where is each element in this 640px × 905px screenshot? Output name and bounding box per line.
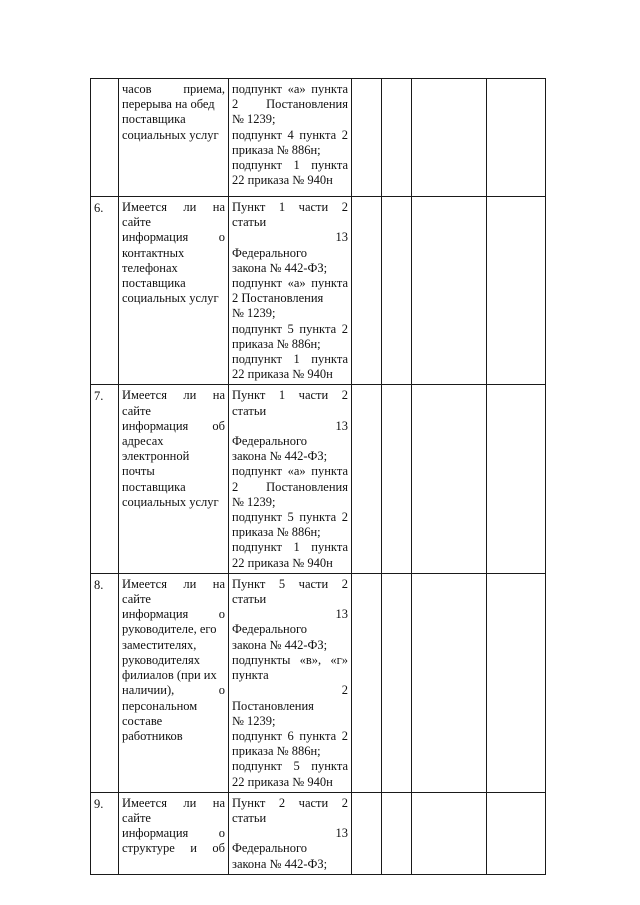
question-text-line: сайте <box>122 810 151 825</box>
question-text-line: информация о <box>122 230 225 245</box>
question-text-line: информация о <box>122 607 225 622</box>
question-text-line: заместителях, <box>122 637 197 652</box>
question-text-line: часов приема, <box>122 82 225 96</box>
question-text-line: поставщика <box>122 276 186 291</box>
question-text-line: руководителе, его <box>122 622 217 637</box>
checklist-table <box>90 78 546 875</box>
legal-reference-line: Пункт 1 части 2 <box>232 200 348 214</box>
legal-reference-line: статьи <box>232 403 267 418</box>
question-text-line: адресах <box>122 434 164 449</box>
table-row <box>91 792 546 874</box>
empty-answer-cell <box>412 385 487 573</box>
row-number-cell <box>91 79 119 197</box>
legal-reference-line: подпункт 6 пункта 2 <box>232 728 348 743</box>
empty-answer-cell <box>352 79 382 197</box>
legal-reference-line: 13 <box>335 607 348 622</box>
question-text-line: социальных услуг <box>122 494 219 509</box>
empty-answer-cell <box>487 79 546 197</box>
legal-reference-line: закона № 442-ФЗ; <box>232 260 328 275</box>
legal-reference-line: № 1239; <box>232 713 276 728</box>
legal-reference-line: Федерального <box>232 434 308 449</box>
legal-reference-cell <box>229 385 352 573</box>
legal-reference-cell <box>229 79 352 197</box>
question-text-line: перерыва на обед <box>122 97 215 112</box>
question-text-line: составе <box>122 713 163 728</box>
legal-reference-line: Федерального <box>232 622 308 637</box>
row-number: 7. <box>94 389 104 404</box>
legal-reference-line: приказа № 886н; <box>232 744 321 759</box>
question-cell <box>119 197 229 385</box>
question-text-line: поставщика <box>122 479 186 494</box>
legal-reference-line: 2 Постановления <box>232 291 324 306</box>
empty-answer-cell <box>487 792 546 874</box>
legal-reference-line: 13 <box>335 230 348 245</box>
legal-reference-line: закона № 442-ФЗ; <box>232 637 328 652</box>
question-text-line: информация о <box>122 826 225 841</box>
empty-answer-cell <box>382 792 412 874</box>
question-text-line: персональном <box>122 698 198 713</box>
legal-reference-line: 2 Постановления <box>232 479 348 494</box>
question-cell <box>119 792 229 874</box>
question-text-line: сайте <box>122 215 151 230</box>
legal-reference-line: Пункт 5 части 2 <box>232 576 348 591</box>
table-row <box>91 197 546 385</box>
question-text-line: социальных услуг <box>122 291 219 306</box>
empty-answer-cell <box>487 197 546 385</box>
legal-reference-line: подпункты «в», «г» <box>232 652 348 667</box>
legal-reference-line: 2 Постановления <box>232 97 348 112</box>
empty-answer-cell <box>412 792 487 874</box>
question-text-line: электронной <box>122 449 190 464</box>
empty-answer-cell <box>352 385 382 573</box>
legal-reference-line: 13 <box>335 826 348 841</box>
legal-reference-line: статьи <box>232 810 267 825</box>
empty-answer-cell <box>352 197 382 385</box>
legal-reference-line: подпункт 5 пункта 2 <box>232 321 348 336</box>
legal-reference-line: пункта <box>232 668 269 683</box>
table-body <box>91 79 546 875</box>
question-text-line: Имеется ли на <box>122 576 225 591</box>
legal-reference-line: Федерального <box>232 841 308 856</box>
empty-answer-cell <box>352 792 382 874</box>
question-cell <box>119 385 229 573</box>
question-text-line: информация об <box>122 418 225 433</box>
empty-answer-cell <box>382 573 412 792</box>
row-number-cell <box>91 792 119 874</box>
empty-answer-cell <box>382 79 412 197</box>
legal-reference-line: подпункт 1 пункта <box>232 158 348 173</box>
question-text-line: почты <box>122 464 155 479</box>
empty-answer-cell <box>352 573 382 792</box>
question-text-line: сайте <box>122 403 151 418</box>
legal-reference-line: 22 приказа № 940н <box>232 555 333 570</box>
legal-reference-line: подпункт 5 пункта 2 <box>232 510 348 525</box>
legal-reference-line: приказа № 886н; <box>232 525 321 540</box>
row-number: 9. <box>94 796 104 811</box>
legal-reference-line: статьи <box>232 215 267 230</box>
question-text-line: социальных услуг <box>122 127 219 142</box>
legal-reference-line: закона № 442-ФЗ; <box>232 856 328 871</box>
legal-reference-line: подпункт «а» пункта <box>232 464 348 479</box>
legal-reference-line: статьи <box>232 592 267 607</box>
legal-reference-line: Федерального <box>232 245 308 260</box>
legal-reference-cell <box>229 573 352 792</box>
legal-reference-line: закона № 442-ФЗ; <box>232 449 328 464</box>
row-number-cell <box>91 197 119 385</box>
legal-reference-line: № 1239; <box>232 306 276 321</box>
legal-reference-line: 2 <box>341 683 348 698</box>
legal-reference-line: 22 приказа № 940н <box>232 173 333 188</box>
question-text-line: структуре и об <box>122 841 225 856</box>
legal-reference-line: подпункт 4 пункта 2 <box>232 127 348 142</box>
question-text-line: контактных <box>122 245 185 260</box>
row-number-cell <box>91 573 119 792</box>
empty-answer-cell <box>382 385 412 573</box>
legal-reference-line: 22 приказа № 940н <box>232 774 333 789</box>
question-cell <box>119 573 229 792</box>
legal-reference-line: приказа № 886н; <box>232 142 321 157</box>
question-text-line: телефонах <box>122 260 178 275</box>
legal-reference-line: № 1239; <box>232 494 276 509</box>
question-text-line: наличии), о <box>122 683 225 698</box>
question-text-line: руководителях <box>122 652 201 667</box>
legal-reference-line: подпункт 1 пункта <box>232 540 348 555</box>
table-row <box>91 385 546 573</box>
row-number: 8. <box>94 577 104 592</box>
row-number-cell <box>91 385 119 573</box>
table-row <box>91 79 546 197</box>
empty-answer-cell <box>382 197 412 385</box>
legal-reference-cell <box>229 792 352 874</box>
legal-reference-line: Пункт 2 части 2 <box>232 795 348 810</box>
legal-reference-line: подпункт «а» пункта <box>232 82 348 96</box>
legal-reference-cell <box>229 197 352 385</box>
legal-reference-line: подпункт 5 пункта <box>232 759 348 774</box>
legal-reference-line: подпункт «а» пункта <box>232 276 348 291</box>
empty-answer-cell <box>412 197 487 385</box>
legal-reference-line: № 1239; <box>232 112 276 127</box>
legal-reference-line: Постановления <box>232 698 314 713</box>
legal-reference-line: 22 приказа № 940н <box>232 367 333 382</box>
question-text-line: Имеется ли на <box>122 388 225 403</box>
empty-answer-cell <box>412 573 487 792</box>
empty-answer-cell <box>487 385 546 573</box>
question-text-line: поставщика <box>122 112 186 127</box>
question-cell <box>119 79 229 197</box>
table-row <box>91 573 546 792</box>
question-text-line: сайте <box>122 592 151 607</box>
legal-reference-line: подпункт 1 пункта <box>232 352 348 367</box>
legal-reference-line: Пункт 1 части 2 <box>232 388 348 403</box>
legal-reference-line: 13 <box>335 418 348 433</box>
question-text-line: филиалов (при их <box>122 668 217 683</box>
row-number: 6. <box>94 201 104 215</box>
empty-answer-cell <box>412 79 487 197</box>
legal-reference-line: приказа № 886н; <box>232 336 321 351</box>
question-text-line: Имеется ли на <box>122 795 225 810</box>
empty-answer-cell <box>487 573 546 792</box>
question-text-line: Имеется ли на <box>122 200 225 214</box>
question-text-line: работников <box>122 728 183 743</box>
